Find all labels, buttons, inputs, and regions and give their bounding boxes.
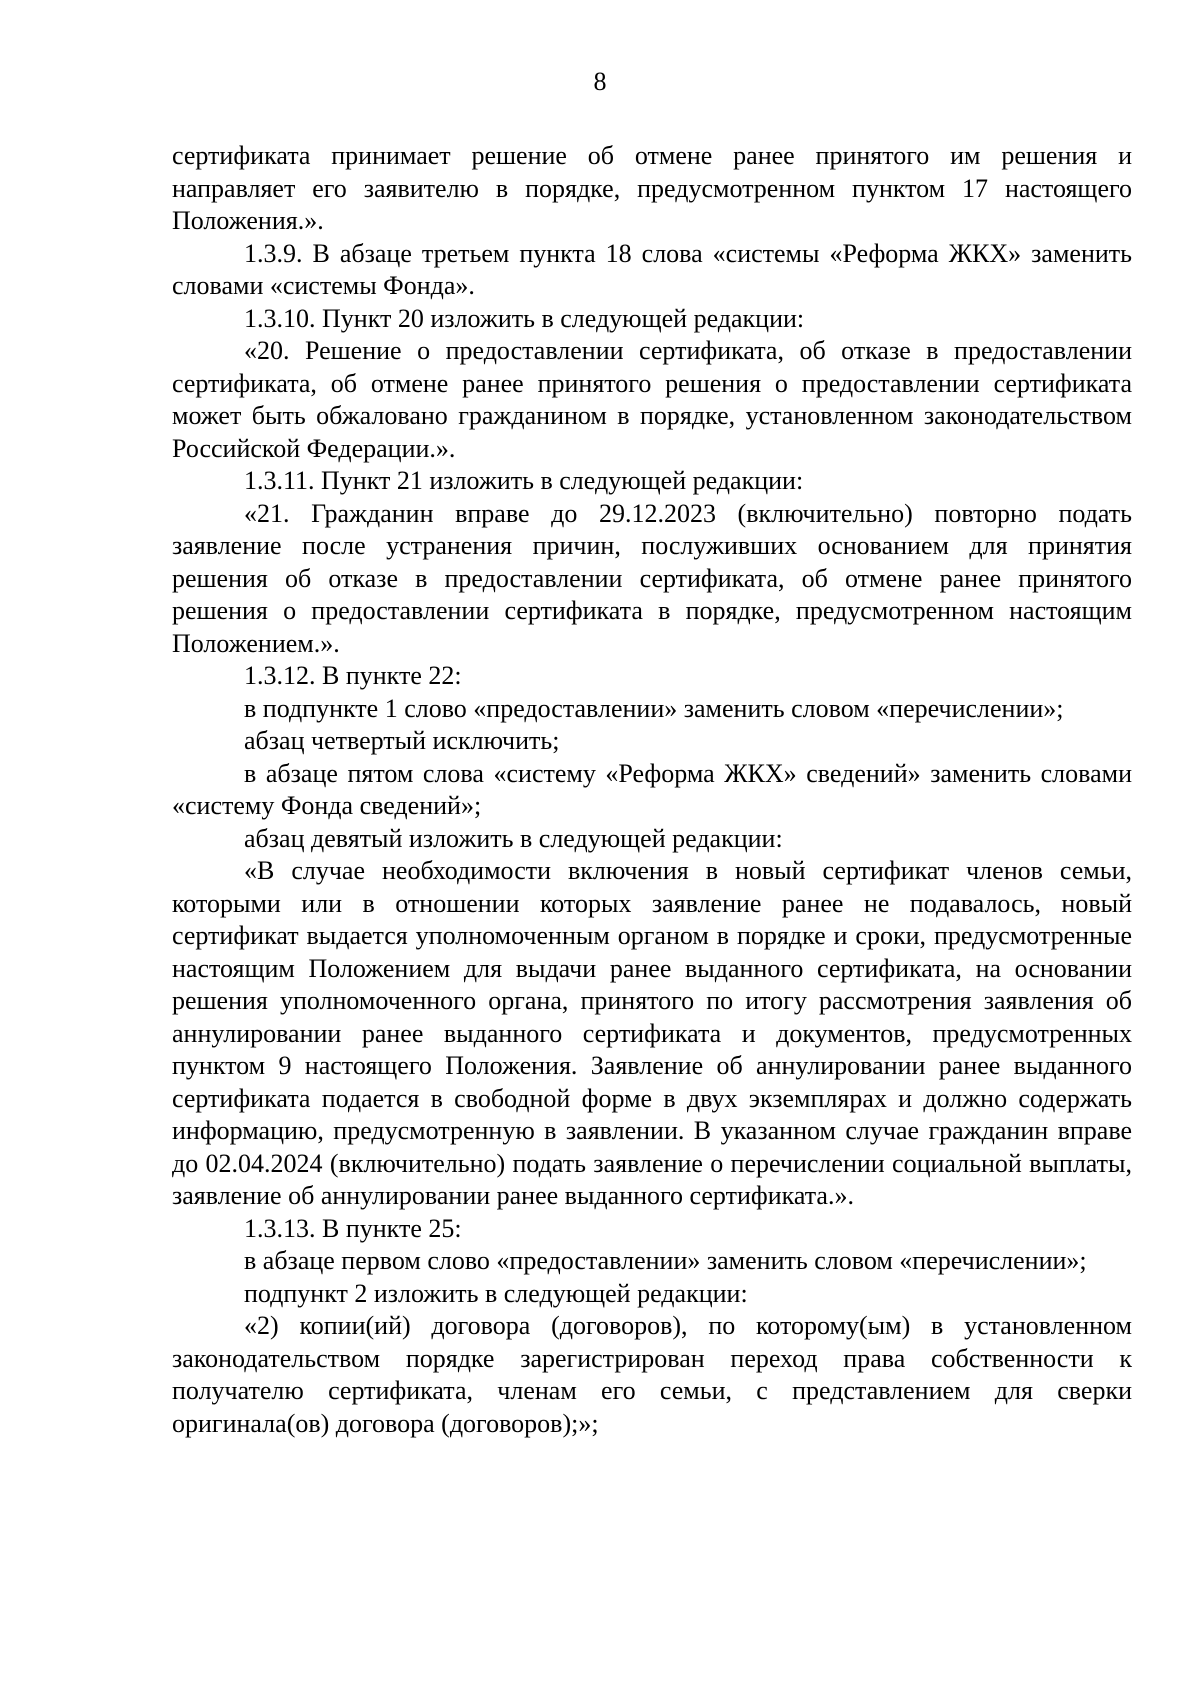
paragraph-abzac-5: в абзаце пятом слова «систему «Реформа ЖКХ» сведений» заменить словами «систему Фонда сведений»; bbox=[172, 758, 1132, 820]
paragraph-continuation: сертификата принимает решение об отмене ранее принятого им решения и направляет его заявителю в порядке, предусмотренном пунктом 17 настоящего Положения.». bbox=[172, 141, 1132, 235]
paragraph-1-3-9: 1.3.9. В абзаце третьем пункта 18 слова «системы «Реформа ЖКХ» заменить словами «системы Фонда». bbox=[172, 238, 1132, 300]
paragraph-1-3-10: 1.3.10. Пункт 20 изложить в следующей редакции: bbox=[244, 303, 805, 333]
paragraph-item-20: «20. Решение о предоставлении сертификата, об отказе в предоставлении сертификата, об отмене ранее принятого решения о предоставлении сертификата может быть обжаловано гражданином в порядке, установленном законодательством Российской Федерации.». bbox=[172, 336, 1132, 463]
paragraph-item-21: «21. Гражданин вправе до 29.12.2023 (включительно) повторно подать заявление после устранения причин, послуживших основанием для принятия решения об отказе в предоставлении сертификата, об отмене ранее принятого решения о предоставлении сертификата в порядке, предусмотренном настоящим Положением.». bbox=[172, 498, 1132, 658]
paragraph-abzac-4: абзац четвертый исключить; bbox=[244, 726, 560, 755]
paragraph-abzac-1: в абзаце первом слово «предоставлении» заменить словом «перечислении»; bbox=[244, 1246, 1087, 1275]
paragraph-new-certificate: «В случае необходимости включения в новый сертификат членов семьи, которыми или в отношении которых заявление ранее не подавалось, новый сертификат выдается уполномоченным органом в порядке и сроки, предусмотренные настоящим Положением для выдачи ранее выданного сертификата, на основании решения уполномоченного органа, принятого по итогу рассмотрения заявления об аннулировании ранее выданного сертификата и документов, предусмотренных пунктом 9 настоящего Положения. Заявление об аннулировании ранее выданного сертификата подается в свободной форме в двух экземплярах и должно содержать информацию, предусмотренную в заявлении. В указанном случае гражданин вправе до 02.04.2024 (включительно) подать заявление о перечислении социальной выплаты, заявление об аннулировании ранее выданного сертификата.». bbox=[172, 856, 1132, 1210]
paragraph-copies: «2) копии(ий) договора (договоров), по которому(ым) в установленном законодательством порядке зарегистрирован переход права собственности к получателю сертификата, членам его семьи, с представлением для сверки оригинала(ов) договора (договоров);»; bbox=[172, 1311, 1132, 1438]
page-number: 8 bbox=[593, 67, 607, 96]
document-body bbox=[172, 140, 1132, 1440]
paragraph-subitem-2: подпункт 2 изложить в следующей редакции: bbox=[244, 1278, 748, 1308]
paragraph-abzac-9: абзац девятый изложить в следующей редакции: bbox=[244, 823, 783, 853]
paragraph-subitem-1: в подпункте 1 слово «предоставлении» заменить словом «перечислении»; bbox=[244, 693, 1064, 723]
paragraph-1-3-11: 1.3.11. Пункт 21 изложить в следующей редакции: bbox=[244, 466, 804, 495]
paragraph-1-3-13: 1.3.13. В пункте 25: bbox=[244, 1213, 462, 1243]
paragraph-1-3-12: 1.3.12. В пункте 22: bbox=[244, 661, 462, 690]
